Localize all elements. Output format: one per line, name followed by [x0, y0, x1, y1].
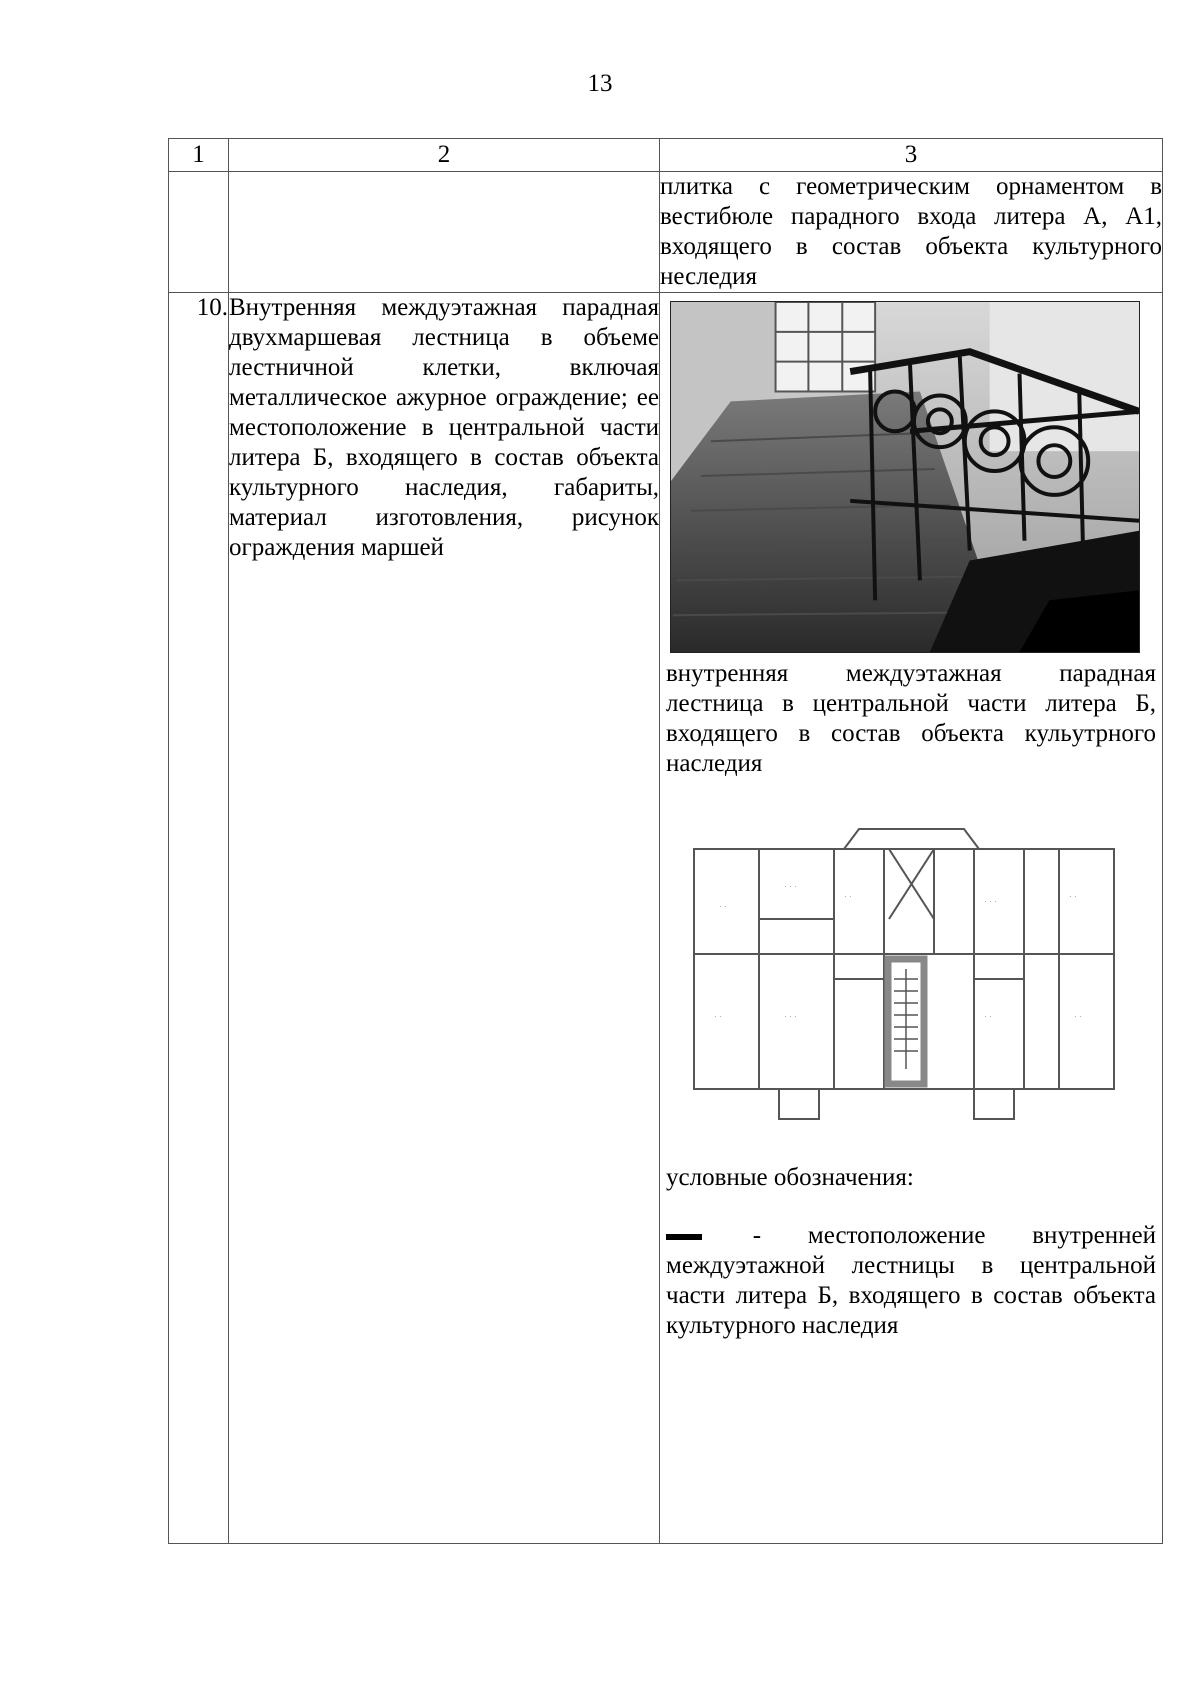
staircase-photo [670, 301, 1140, 653]
legend-entry [660, 1193, 1162, 1341]
table-row-continuation [169, 172, 1163, 293]
svg-text:∙ ∙: ∙ ∙ [714, 1011, 722, 1021]
svg-text:∙ ∙: ∙ ∙ [1074, 1011, 1082, 1021]
photo-caption: внутренняя междуэтажная парадная лестница в центральной части литера Б, входящего в состав объекта кульутрного наследия [666, 660, 1156, 777]
header-col-1: 1 [169, 139, 229, 172]
continuation-text: плитка с геометрическим орнаментом в вестибюле парадного входа литера А, А1, входящего в состав объекта культурного неследия [660, 172, 1163, 293]
item-description: Внутренняя междуэтажная парадная двухмаршевая лестница в объеме лестничной клетки, включая металлическое ажурное ограждение; ее местоположение в центральной части литера Б, входящего в состав объекта культурного наследия, габариты, материал изготовления, рисунок ограждения маршей [229, 293, 660, 1544]
svg-text:∙ ∙ ∙: ∙ ∙ ∙ [784, 881, 797, 891]
table-row-item-10 [169, 293, 1163, 1544]
legend-text: местоположение внутренней междуэтажной лестницы в центральной части литера Б, входящего в состав объекта культурного наследия [666, 1222, 1156, 1339]
legend-dash: - [752, 1222, 762, 1249]
continuation-col-1 [169, 172, 229, 293]
svg-text:∙ ∙: ∙ ∙ [1069, 891, 1077, 901]
continuation-col-2 [229, 172, 660, 293]
svg-text:∙ ∙: ∙ ∙ [719, 901, 727, 911]
legend-line-mark [666, 1234, 702, 1240]
table-header-row [169, 139, 1163, 172]
header-col-2: 2 [229, 139, 660, 172]
svg-text:∙ ∙: ∙ ∙ [844, 891, 852, 901]
svg-text:∙ ∙ ∙: ∙ ∙ ∙ [984, 896, 997, 906]
legend-title: условные обозначения: [666, 1164, 914, 1191]
header-col-3: 3 [660, 139, 1163, 172]
svg-text:∙ ∙: ∙ ∙ [984, 1011, 992, 1021]
item-illustrations-cell [660, 293, 1163, 1544]
page-number: 13 [587, 70, 613, 97]
item-number: 10. [169, 293, 229, 1544]
svg-text:∙ ∙ ∙: ∙ ∙ ∙ [784, 1011, 797, 1021]
floor-plan [684, 819, 1124, 1135]
monument-features-table [168, 138, 1163, 1544]
